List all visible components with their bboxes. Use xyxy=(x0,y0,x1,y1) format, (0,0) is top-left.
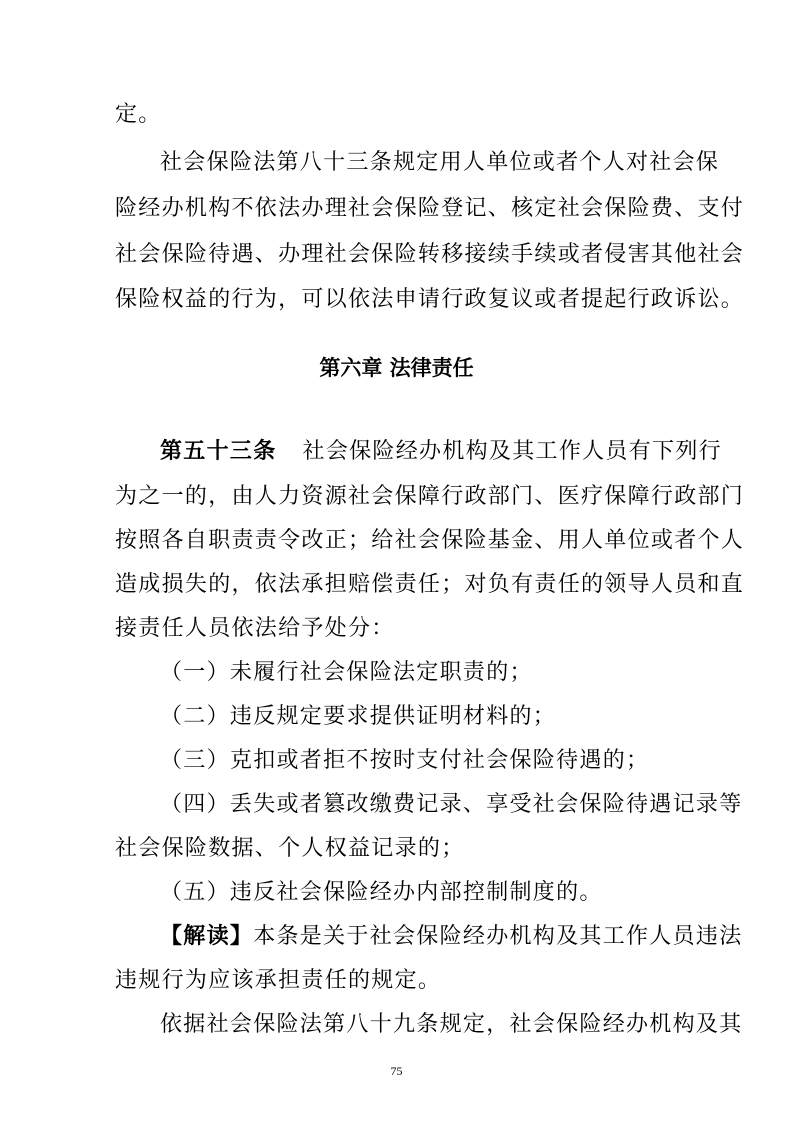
paragraph-end: 定。 xyxy=(115,102,162,127)
article-line: 接责任人员依法给予处分： xyxy=(115,616,395,641)
list-item: （三）克扣或者拒不按时支付社会保险待遇的； xyxy=(160,748,650,773)
paragraph-line: 社会保险待遇、办理社会保险转移接续手续或者侵害其他社会 xyxy=(115,242,745,267)
interpretation-line: 违规行为应该承担责任的规定。 xyxy=(115,968,442,993)
article-label: 第五十三条 xyxy=(160,439,277,464)
paragraph-line: 依据社会保险法第八十九条规定，社会保险经办机构及其 xyxy=(160,1012,743,1037)
article-line: 按照各自职责责令改正；给社会保险基金、用人单位或者个人 xyxy=(115,528,745,553)
list-item-continuation: 社会保险数据、个人权益记录的； xyxy=(115,836,465,861)
paragraph-line: 社会保险法第八十三条规定用人单位或者个人对社会保 xyxy=(160,150,720,175)
chapter-title: 第六章 法律责任 xyxy=(319,356,474,380)
paragraph-line: 险经办机构不依法办理社会保险登记、核定社会保险费、支付 xyxy=(115,196,745,221)
interpretation-first-line xyxy=(160,922,743,952)
article-line: 为之一的，由人力资源社会保障行政部门、医疗保障行政部门 xyxy=(115,484,745,509)
article-first-line xyxy=(160,437,722,467)
interpretation-text: 本条是关于社会保险经办机构及其工作人员违法 xyxy=(253,924,743,949)
list-item: （四）丢失或者篡改缴费记录、享受社会保险待遇记录等 xyxy=(160,792,743,817)
list-item: （五）违反社会保险经办内部控制制度的。 xyxy=(160,880,603,905)
paragraph-line: 保险权益的行为，可以依法申请行政复议或者提起行政诉讼。 xyxy=(115,287,745,312)
list-item: （二）违反规定要求提供证明材料的； xyxy=(160,704,557,729)
article-text: 社会保险经办机构及其工作人员有下列行 xyxy=(302,439,722,464)
article-line: 造成损失的，依法承担赔偿责任；对负有责任的领导人员和直 xyxy=(115,572,745,597)
page-number: 75 xyxy=(390,1064,403,1078)
interpretation-label: 【解读】 xyxy=(160,924,254,949)
list-item: （一）未履行社会保险法定职责的； xyxy=(160,660,533,685)
